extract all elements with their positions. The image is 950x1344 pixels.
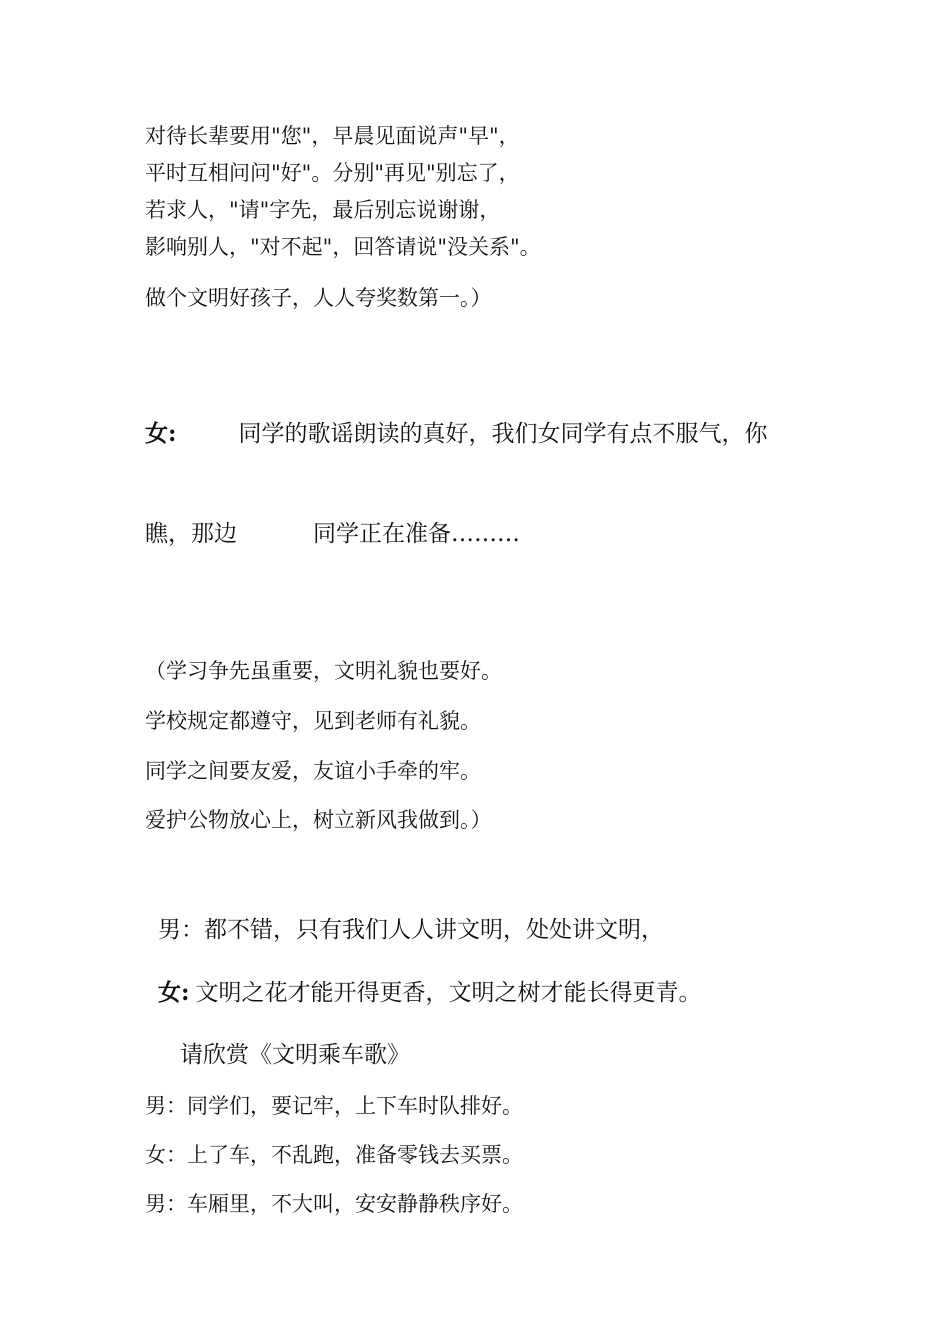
verse1-line-3: 若求人，"请"字先，最后别忘说谢谢， bbox=[145, 198, 501, 222]
dialog1-speaker: 女 bbox=[145, 420, 168, 447]
dialog2-female-text: 文明之花才能开得更香，文明之树才能长得更青。 bbox=[195, 980, 702, 1006]
verse2-line-3: 同学之间要友爱，友谊小手牵的牢。 bbox=[145, 759, 481, 783]
song-line-3: 男：车厢里，不大叫，安安静静秩序好。 bbox=[145, 1192, 523, 1216]
dialog2-female-speaker: 女 bbox=[158, 979, 181, 1006]
verse1-line-1: 对待长辈要用"您"，早晨见面说声"早"， bbox=[145, 124, 520, 148]
dialog2-male-speaker: 男 bbox=[158, 917, 181, 943]
verse2-line-1: （学习争先虽重要，文明礼貌也要好。 bbox=[145, 659, 502, 683]
dialog1-text-2a: 瞧，那边 bbox=[145, 521, 237, 547]
verse2-line-2: 学校规定都遵守，见到老师有礼貌。 bbox=[145, 709, 481, 733]
verse1-line-4: 影响别人，"对不起"，回答请说"没关系"。 bbox=[145, 235, 541, 259]
verse1-line-2: 平时互相问问"好"。分别"再见"别忘了， bbox=[145, 161, 520, 185]
dialog1-colon: : bbox=[168, 420, 177, 447]
dialog2-female-line bbox=[158, 978, 702, 1008]
verse2-line-4: 爱护公物放心上，树立新风我做到。） bbox=[145, 808, 492, 832]
dialog1-text-1: 同学的歌谣朗读的真好，我们女同学有点不服气，你 bbox=[238, 421, 768, 447]
dialog2-male-text: ：都不错，只有我们人人讲文明，处处讲文明， bbox=[181, 917, 664, 943]
dialog1-line-1 bbox=[145, 419, 768, 449]
verse1-line-5: 做个文明好孩子，人人夸奖数第一。） bbox=[145, 286, 492, 310]
song-line-2: 女：上了车，不乱跑，准备零钱去买票。 bbox=[145, 1143, 523, 1167]
dialog1-line-2 bbox=[145, 519, 520, 549]
song-intro: 请欣赏《文明乘车歌》 bbox=[180, 1042, 410, 1068]
dialog1-text-2b: 同学正在准备……… bbox=[313, 521, 520, 547]
song-line-1: 男：同学们，要记牢，上下车时队排好。 bbox=[145, 1094, 523, 1118]
dialog2-female-colon: : bbox=[181, 979, 190, 1006]
dialog2-male-line bbox=[158, 915, 664, 945]
